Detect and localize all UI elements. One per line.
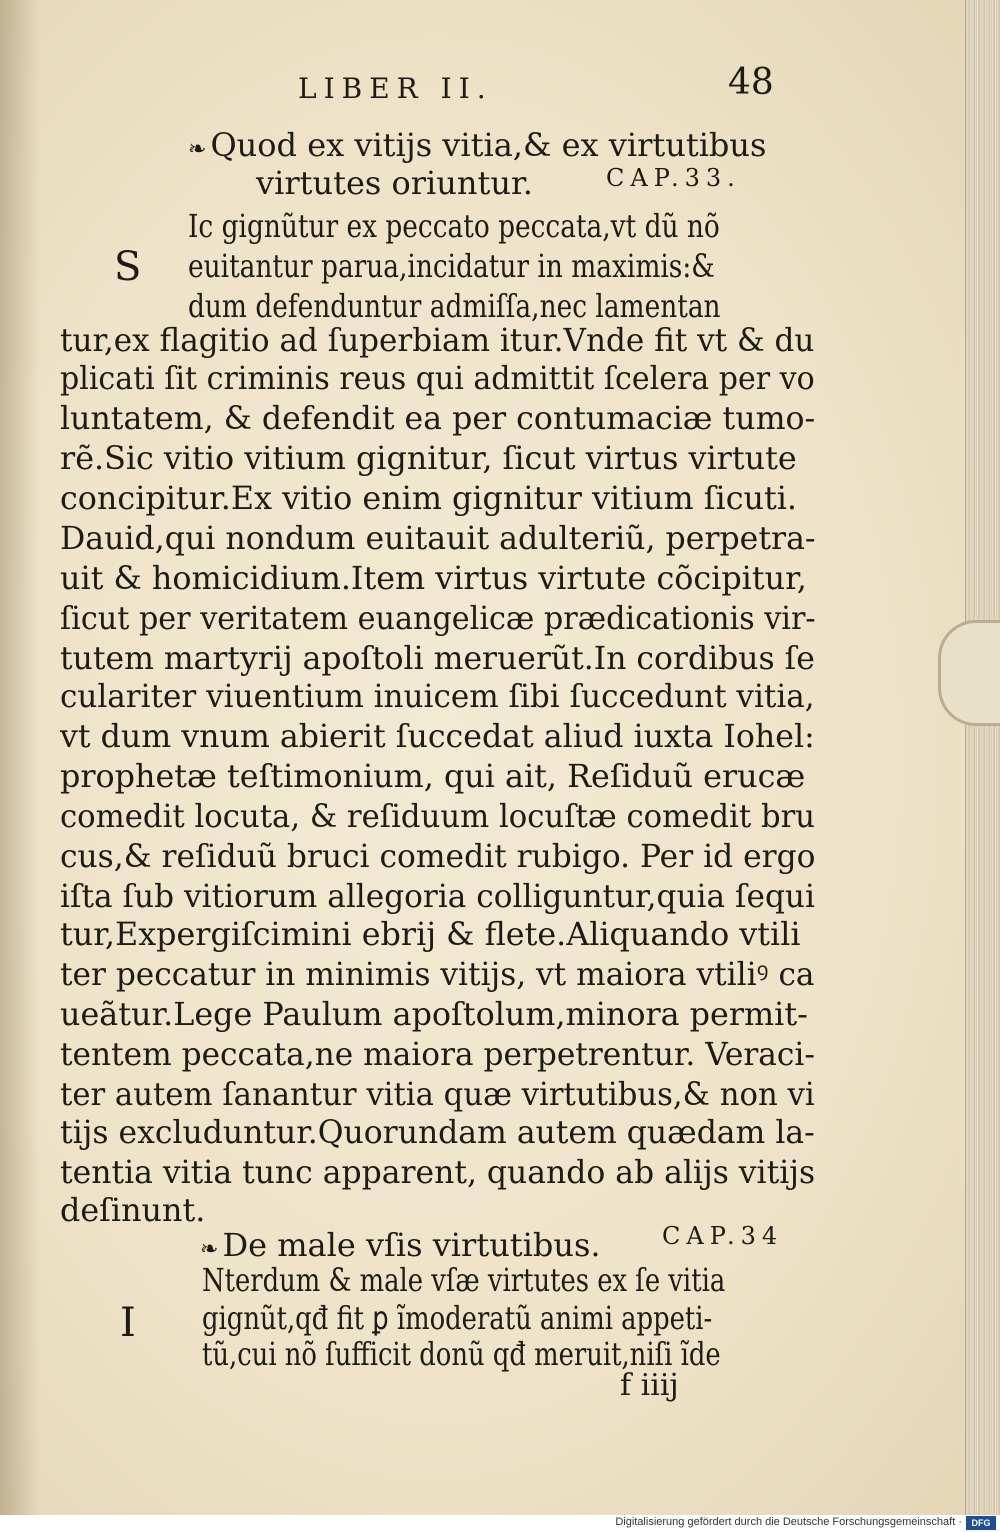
running-head: LIBER II. (298, 72, 493, 105)
text-line: tũ,cui nõ ſufficit donũ qđ meruit,niſi ĩde (202, 1335, 721, 1373)
text-line: prophetæ teſtimonium, qui ait, Reſiduũ erucæ (60, 757, 806, 795)
text-line: dum defenduntur admiſſa,nec lamentan (188, 287, 721, 325)
chapter-33-heading-line-1: ❧ Quod ex vitijs vitia,& ex virtutibus (188, 126, 767, 164)
footer-credit: Digitalisierung gefördert durch die Deutsche Forschungsgemeinschaft · (615, 1516, 962, 1528)
chapter-34-heading: ❧ De male vſis virtutibus. (200, 1226, 601, 1264)
text-line: gignũt,qđ fit ꝑ ĩmoderatũ animi appeti- (202, 1299, 713, 1337)
book-clasp (938, 620, 1000, 726)
text-line: tentem peccata,ne maiora perpetrentur. Veraci- (60, 1035, 815, 1073)
text-line: ter autem ſanantur vitia quæ virtutibus,& non vi (60, 1075, 815, 1113)
text-line: plicati ſit criminis reus qui admittit ſcelera per vo (60, 359, 815, 397)
text-line: tentia vitia tunc apparent, quando ab alijs vitijs (60, 1153, 816, 1191)
chapter-33-cap-label: CAP.33. (606, 164, 741, 192)
text-line: luntatem, & defendit ea per contumaciæ tumo- (60, 399, 816, 437)
page-header (0, 62, 965, 110)
fleuron-icon: ❧ (200, 1237, 219, 1262)
text-line: tur,ex flagitio ad ſuperbiam itur.Vnde fit vt & du (60, 321, 815, 359)
text-line: Nterdum & male vſæ virtutes ex ſe vitia (202, 1261, 726, 1299)
text-line: cus,& reſiduũ bruci comedit rubigo. Per id ergo (60, 837, 816, 875)
signature-mark: f iiij (620, 1368, 679, 1403)
text-line: iſta ſub vitiorum allegoria colliguntur,quia ſequi (60, 877, 815, 915)
text-line: concipitur.Ex vitio enim gignitur vitium ſicuti. (60, 479, 798, 517)
text-line: ſicut per veritatem euangelicæ prædicationis vir- (60, 599, 816, 637)
digitization-footer (0, 1515, 1000, 1532)
text-line: Ic gignũtur ex peccato peccata,vt dũ nõ (188, 207, 720, 245)
chapter-33-heading-line-2: virtutes oriuntur. (256, 164, 533, 202)
folio-number: 48 (728, 62, 774, 103)
dfg-logo-icon: DFG (966, 1516, 996, 1530)
text-line: euitantur parua,incidatur in maximis:& (188, 247, 715, 285)
text-line: tijs excluduntur.Quorundam autem quædam la- (60, 1113, 815, 1151)
text-line: comedit locuta, & reſiduum locuſtæ comedit bru (60, 797, 816, 835)
text-line: Dauid,qui nondum euitauit adulteriũ, perpetra- (60, 519, 816, 557)
text-line: ter peccatur in minimis vitijs, vt maiora vtiliꝰ ca (60, 955, 815, 993)
page-edges (965, 0, 1000, 1515)
text-line: uit & homicidium.Item virtus virtute cõcipitur, (60, 559, 807, 597)
text-line: vt dum vnum abierit ſuccedat aliud iuxta Iohel: (60, 717, 815, 755)
text-line: rẽ.Sic vitio vitium gignitur, ſicut virtus virtute (60, 439, 797, 477)
text-line: tur,Expergiſcimini ebrij & flete.Aliquando vtili (60, 915, 801, 953)
text-line: culariter viuentium inuicem ſibi ſuccedunt vitia, (60, 677, 815, 715)
chapter-33-initial: S (114, 244, 142, 290)
chapter-34-cap-label: CAP.34 (662, 1222, 784, 1250)
text-line: deſinunt. (60, 1191, 206, 1229)
text-line: ueãtur.Lege Paulum apoſtolum,minora permit- (60, 995, 808, 1033)
fleuron-icon: ❧ (188, 137, 207, 162)
text-line: tutem martyrij apoſtoli meruerũt.In cordibus ſe (60, 639, 815, 677)
chapter-34-initial: I (120, 1300, 136, 1346)
gutter-shadow (0, 0, 40, 1515)
